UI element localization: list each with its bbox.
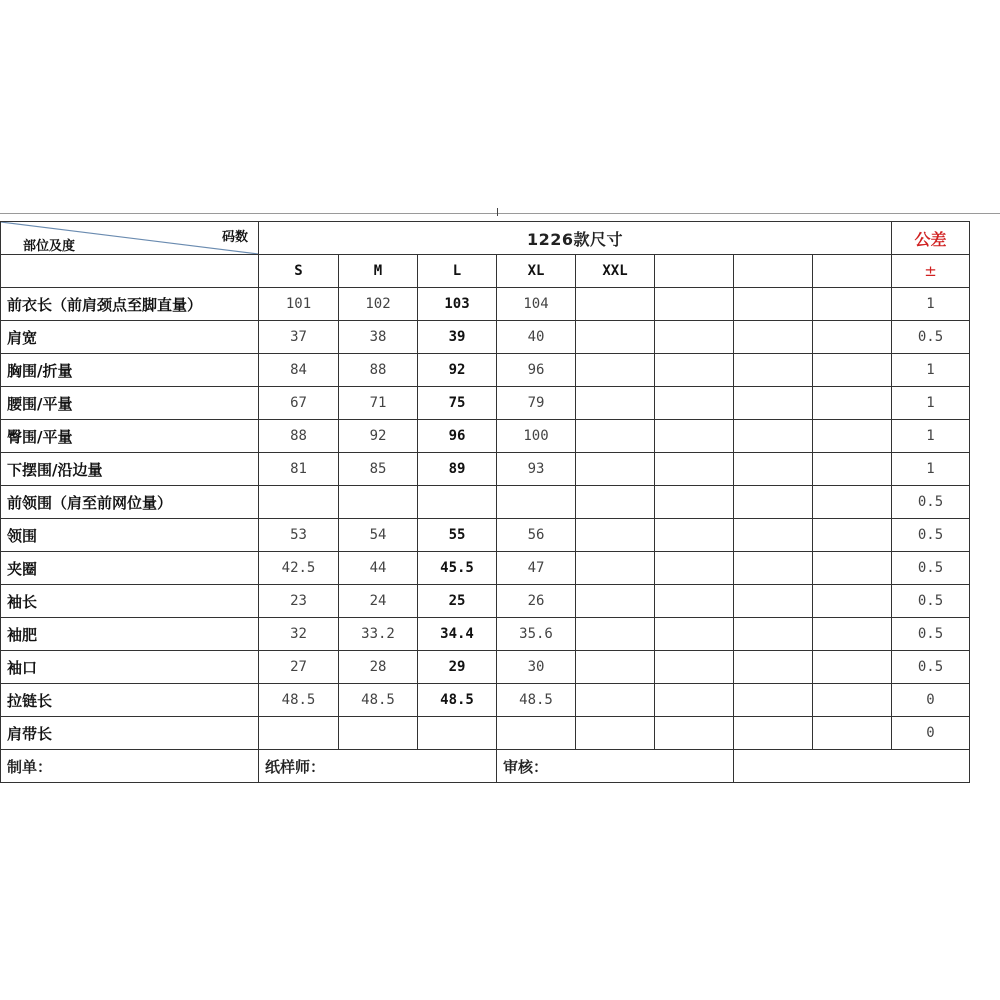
size-label: 码数 <box>221 230 248 245</box>
tolerance-value: 1 <box>892 288 970 321</box>
measurement-value <box>734 519 813 552</box>
measurement-value <box>259 486 339 519</box>
tolerance-value: 1 <box>892 354 970 387</box>
measurement-value <box>655 321 734 354</box>
table-row <box>1 717 970 750</box>
table-row <box>1 486 970 519</box>
header-row <box>1 222 970 255</box>
measurement-label: 肩带长 <box>1 717 259 750</box>
measurement-value: 88 <box>339 354 418 387</box>
measurement-value: 45.5 <box>418 552 497 585</box>
measurement-label: 袖长 <box>1 585 259 618</box>
measurement-value: 26 <box>497 585 576 618</box>
measurement-value: 100 <box>497 420 576 453</box>
measurement-label: 胸围/折量 <box>1 354 259 387</box>
measurement-value: 47 <box>497 552 576 585</box>
measurement-value <box>576 321 655 354</box>
measurement-value <box>339 486 418 519</box>
measurement-value: 96 <box>497 354 576 387</box>
measurement-value: 71 <box>339 387 418 420</box>
size-row <box>1 255 970 288</box>
measurement-value: 53 <box>259 519 339 552</box>
measurement-value <box>734 321 813 354</box>
tolerance-value: 0.5 <box>892 552 970 585</box>
measurement-value: 48.5 <box>339 684 418 717</box>
measurement-value <box>259 717 339 750</box>
measurement-value <box>734 420 813 453</box>
measurement-value <box>734 684 813 717</box>
size-blank-1 <box>655 255 734 288</box>
measurement-value <box>734 453 813 486</box>
review-field: 审核： <box>497 750 734 783</box>
measurement-value <box>813 486 892 519</box>
measurement-value <box>734 717 813 750</box>
tolerance-value: 0.5 <box>892 651 970 684</box>
tolerance-value: 0.5 <box>892 321 970 354</box>
measurement-value <box>576 354 655 387</box>
measurement-value: 79 <box>497 387 576 420</box>
measurement-value: 104 <box>497 288 576 321</box>
size-s: S <box>259 255 339 288</box>
measurement-value <box>655 618 734 651</box>
tolerance-header: 公差 <box>892 222 970 255</box>
measurement-value: 24 <box>339 585 418 618</box>
table-row <box>1 684 970 717</box>
tolerance-value: 0 <box>892 717 970 750</box>
measurement-value: 96 <box>418 420 497 453</box>
measurement-value: 48.5 <box>418 684 497 717</box>
measurement-value <box>813 552 892 585</box>
measurement-value <box>734 288 813 321</box>
size-row-blank <box>1 255 259 288</box>
measurement-value: 38 <box>339 321 418 354</box>
measurement-label: 臀围/平量 <box>1 420 259 453</box>
measurement-value: 84 <box>259 354 339 387</box>
table-row <box>1 585 970 618</box>
measurement-value <box>655 552 734 585</box>
measurement-value <box>655 288 734 321</box>
measurement-value <box>734 486 813 519</box>
table-row <box>1 321 970 354</box>
measurement-value: 32 <box>259 618 339 651</box>
measurement-label: 拉链长 <box>1 684 259 717</box>
tolerance-value: 0.5 <box>892 585 970 618</box>
measurement-value: 34.4 <box>418 618 497 651</box>
table-row <box>1 387 970 420</box>
measurement-value <box>655 684 734 717</box>
measurement-value: 93 <box>497 453 576 486</box>
measurement-value <box>655 717 734 750</box>
tolerance-value: 0.5 <box>892 486 970 519</box>
measurement-value <box>576 618 655 651</box>
measurement-value: 23 <box>259 585 339 618</box>
tolerance-value: 0.5 <box>892 519 970 552</box>
tolerance-symbol: ± <box>892 255 970 288</box>
measurement-value <box>813 288 892 321</box>
measurement-value: 102 <box>339 288 418 321</box>
measurement-value: 48.5 <box>497 684 576 717</box>
measurement-value <box>339 717 418 750</box>
table-row <box>1 552 970 585</box>
measurement-value <box>734 585 813 618</box>
measurement-value: 92 <box>418 354 497 387</box>
measurement-value <box>576 387 655 420</box>
measurement-value: 37 <box>259 321 339 354</box>
measurement-value: 92 <box>339 420 418 453</box>
tolerance-value: 1 <box>892 387 970 420</box>
measurement-value <box>734 618 813 651</box>
measurement-value <box>655 651 734 684</box>
diagonal-header-cell <box>1 222 259 255</box>
table-row <box>1 618 970 651</box>
measurement-value: 27 <box>259 651 339 684</box>
measurement-value <box>734 354 813 387</box>
size-blank-2 <box>734 255 813 288</box>
size-l: L <box>418 255 497 288</box>
measurement-value <box>576 684 655 717</box>
measurement-value <box>813 651 892 684</box>
measurement-value: 39 <box>418 321 497 354</box>
table-row <box>1 651 970 684</box>
tolerance-value: 0 <box>892 684 970 717</box>
measurement-label: 前领围（肩至前网位量） <box>1 486 259 519</box>
measurement-value: 101 <box>259 288 339 321</box>
tolerance-value: 1 <box>892 453 970 486</box>
measurement-value <box>813 618 892 651</box>
measurement-value <box>734 552 813 585</box>
measurement-value <box>418 486 497 519</box>
sheet-top-rule <box>0 213 1000 214</box>
size-xxl: XXL <box>576 255 655 288</box>
measurement-label: 腰围/平量 <box>1 387 259 420</box>
measurement-value: 42.5 <box>259 552 339 585</box>
measurement-value <box>655 387 734 420</box>
measurement-value <box>655 453 734 486</box>
measurement-value <box>734 651 813 684</box>
measurement-value: 54 <box>339 519 418 552</box>
measurement-value: 103 <box>418 288 497 321</box>
footer-blank <box>734 750 970 783</box>
measurement-value <box>813 420 892 453</box>
measurement-value: 48.5 <box>259 684 339 717</box>
measurement-value: 89 <box>418 453 497 486</box>
measurement-value <box>418 717 497 750</box>
tolerance-value: 0.5 <box>892 618 970 651</box>
measurement-value: 29 <box>418 651 497 684</box>
measurement-label: 袖肥 <box>1 618 259 651</box>
size-blank-3 <box>813 255 892 288</box>
measurement-value: 75 <box>418 387 497 420</box>
maker-field: 制单： <box>1 750 259 783</box>
measurement-value <box>813 585 892 618</box>
measurement-value <box>813 717 892 750</box>
measurement-value: 56 <box>497 519 576 552</box>
table-row <box>1 519 970 552</box>
measurement-value <box>576 486 655 519</box>
measurement-value <box>576 585 655 618</box>
measurement-value <box>497 486 576 519</box>
measurement-value <box>576 453 655 486</box>
pattern-maker-field: 纸样师： <box>259 750 497 783</box>
measurement-value <box>655 420 734 453</box>
part-label: 部位及度 <box>23 239 76 254</box>
measurement-value: 25 <box>418 585 497 618</box>
measurement-value: 28 <box>339 651 418 684</box>
table-row <box>1 453 970 486</box>
measurement-value <box>813 354 892 387</box>
column-tick <box>497 208 498 216</box>
table-row <box>1 354 970 387</box>
measurement-value <box>813 519 892 552</box>
size-m: M <box>339 255 418 288</box>
measurement-value: 67 <box>259 387 339 420</box>
measurement-label: 领围 <box>1 519 259 552</box>
measurement-label: 袖口 <box>1 651 259 684</box>
measurement-value: 55 <box>418 519 497 552</box>
measurement-value <box>576 717 655 750</box>
measurement-label: 夹圈 <box>1 552 259 585</box>
footer-row <box>1 750 970 783</box>
measurement-value: 40 <box>497 321 576 354</box>
table-row <box>1 420 970 453</box>
measurement-value <box>497 717 576 750</box>
measurement-value <box>576 420 655 453</box>
measurement-label: 前衣长（前肩颈点至脚直量） <box>1 288 259 321</box>
measurement-value <box>576 651 655 684</box>
measurement-value <box>813 453 892 486</box>
measurement-value: 88 <box>259 420 339 453</box>
measurement-value <box>813 387 892 420</box>
size-spec-table <box>0 221 970 783</box>
measurement-value <box>655 519 734 552</box>
size-xl: XL <box>497 255 576 288</box>
measurement-value <box>813 684 892 717</box>
measurement-value <box>813 321 892 354</box>
measurement-value <box>576 519 655 552</box>
table-row <box>1 288 970 321</box>
measurement-value: 35.6 <box>497 618 576 651</box>
measurement-value: 33.2 <box>339 618 418 651</box>
measurement-value <box>576 288 655 321</box>
measurement-value <box>655 486 734 519</box>
measurement-value: 44 <box>339 552 418 585</box>
tolerance-value: 1 <box>892 420 970 453</box>
measurement-value: 85 <box>339 453 418 486</box>
measurement-label: 肩宽 <box>1 321 259 354</box>
measurement-value <box>655 585 734 618</box>
table-title: 1226款尺寸 <box>259 222 892 255</box>
measurement-value <box>734 387 813 420</box>
measurement-value <box>655 354 734 387</box>
measurement-value <box>576 552 655 585</box>
measurement-value: 30 <box>497 651 576 684</box>
measurement-label: 下摆围/沿边量 <box>1 453 259 486</box>
measurement-value: 81 <box>259 453 339 486</box>
